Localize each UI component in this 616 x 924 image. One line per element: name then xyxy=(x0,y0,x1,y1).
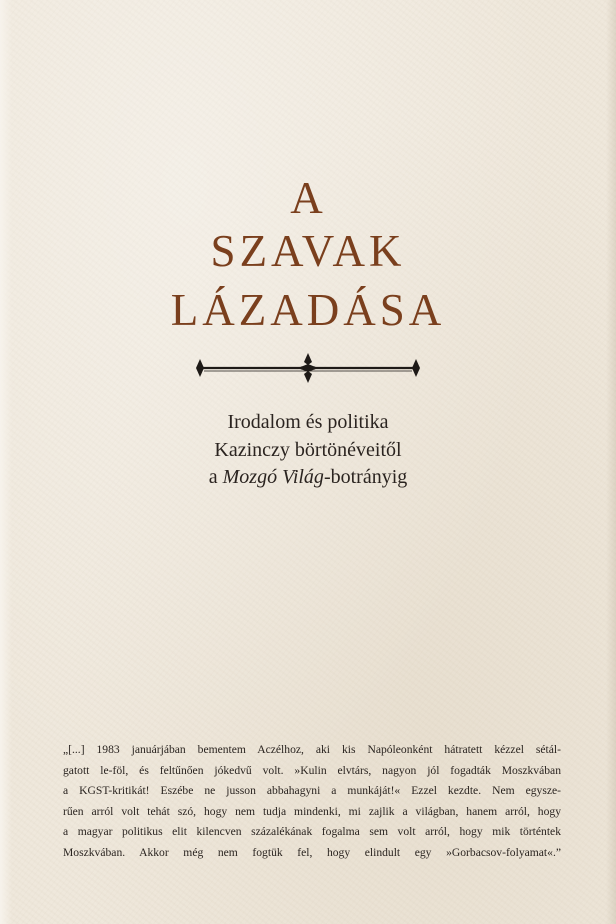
subtitle-line-1: Irodalom és politika xyxy=(227,411,389,433)
quote-line: rűen arról volt tehát szó, hogy nem tudja mindenki, mi zajlik a világban, hanem arról, hogy xyxy=(63,804,561,818)
subtitle-line-2: Kazinczy börtönéveitől xyxy=(214,439,402,461)
back-quote xyxy=(63,740,561,864)
ornament-divider-icon xyxy=(190,350,426,386)
title-line-1: A xyxy=(290,173,326,223)
title-line-3: LÁZADÁSA xyxy=(170,285,446,335)
subtitle-journal-name: Mozgó Világ xyxy=(222,466,324,488)
quote-line: a magyar politikus elit kilencven százalékának fogalma sem volt arról, hogy mik történtek xyxy=(63,825,561,839)
quote-line: Moszkvában. Akkor még nem fogtük fel, hogy elindult egy »Gorbacsov-folyamat«.” xyxy=(63,845,561,859)
subtitle-prefix: a xyxy=(208,466,223,488)
quote-line: a KGST-kritikát! Eszébe ne jusson abbahagyni a munkáját!« Ezzel kezdte. Nem egysze- xyxy=(63,784,561,798)
subtitle-suffix: -botrányig xyxy=(323,466,408,488)
title-line-2: SZAVAK xyxy=(210,226,406,276)
subtitle-line-3 xyxy=(0,464,616,490)
quote-line: „[...] 1983 januárjában bementem Aczélhoz, aki kis Napóleonként hátratett kézzel sétál- xyxy=(63,743,561,756)
quote-line: gatott le-föl, és feltűnően jókedvű volt. »Kulin elvtárs, nagyon jól fogadták Moszkvában xyxy=(63,763,561,777)
